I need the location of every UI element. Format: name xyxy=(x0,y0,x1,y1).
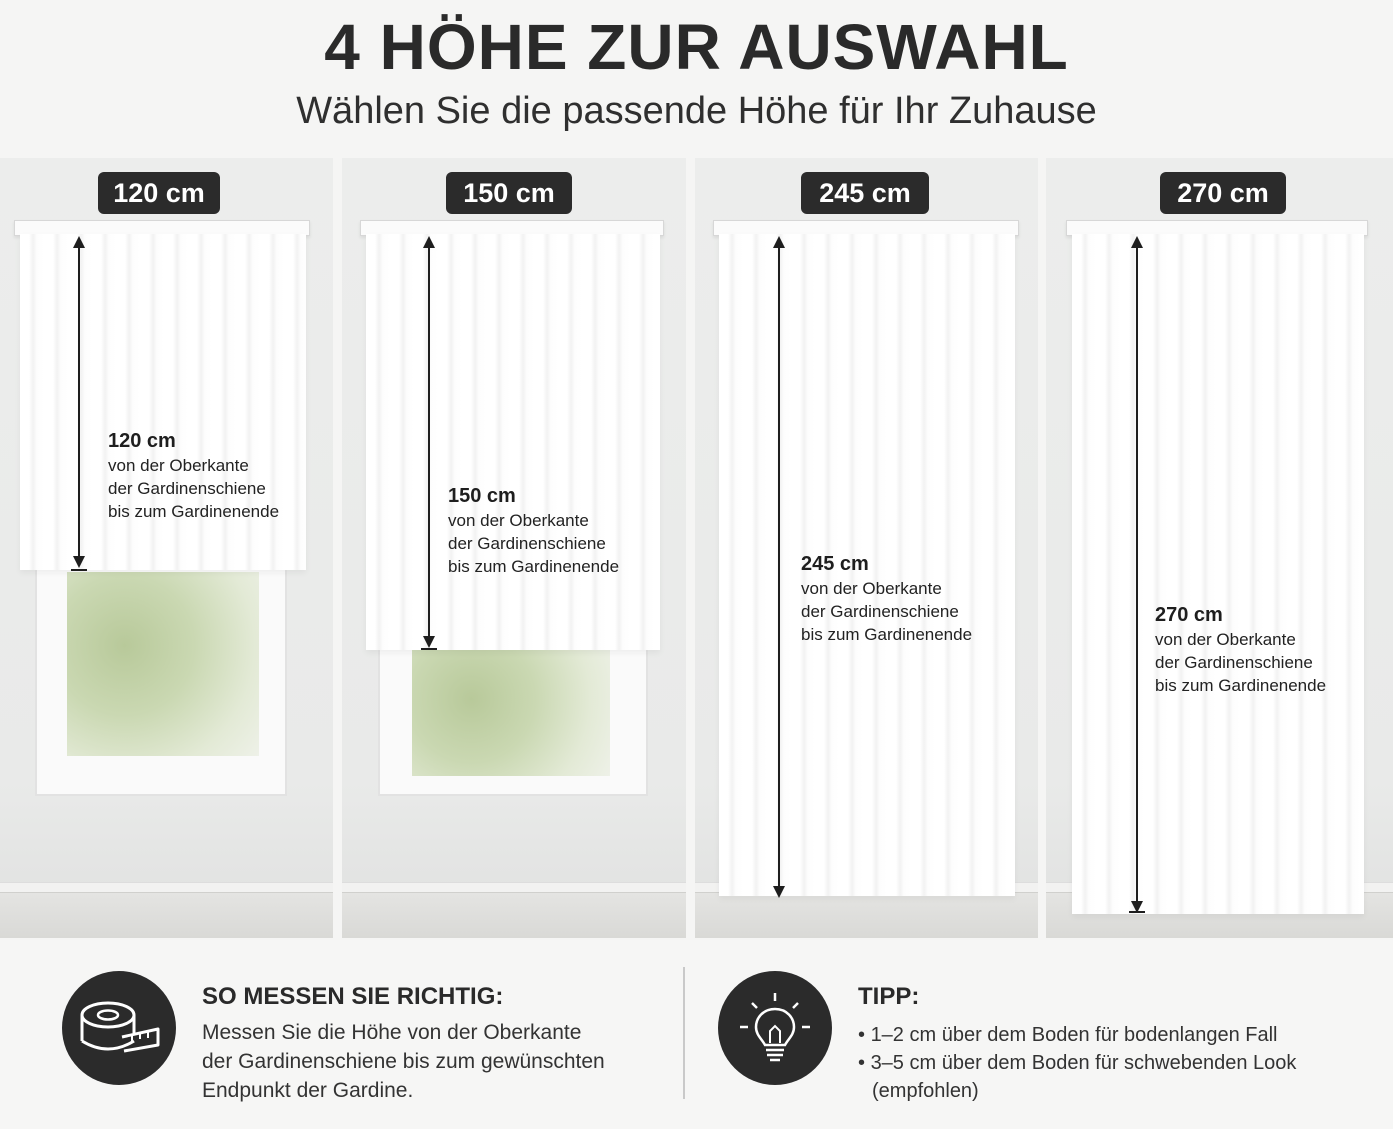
panel-120 xyxy=(0,158,333,938)
measurement-label xyxy=(448,483,619,578)
measurement-text-2: der Gardinenschiene xyxy=(801,602,959,621)
curtain xyxy=(366,234,660,650)
measurement-text-1: von der Oberkante xyxy=(1155,630,1296,649)
measure-line xyxy=(778,246,780,890)
arrow-bottom xyxy=(773,886,785,898)
height-badge: 150 cm xyxy=(446,172,572,214)
page-subtitle: Wählen Sie die passende Höhe für Ihr Zuhause xyxy=(296,90,1097,132)
curtain xyxy=(1072,234,1364,914)
measurement-text-2: der Gardinenschiene xyxy=(108,479,266,498)
measurement-value: 150 cm xyxy=(448,485,516,507)
window-glass xyxy=(412,648,610,776)
height-badge: 245 cm xyxy=(801,172,929,214)
floor xyxy=(342,892,686,938)
measurement-text-2: der Gardinenschiene xyxy=(1155,653,1313,672)
measurement-text-1: von der Oberkante xyxy=(108,456,249,475)
measure-line xyxy=(1136,246,1138,906)
tip-title: TIPP: xyxy=(858,983,920,1010)
skirting xyxy=(0,882,333,892)
measure-text-3: Endpunkt der Gardine. xyxy=(202,1079,414,1102)
height-badge: 120 cm xyxy=(98,172,220,214)
tip-bullet-2: • 3–5 cm über dem Boden für schwebenden Look xyxy=(858,1052,1297,1074)
measurement-value: 270 cm xyxy=(1155,604,1223,626)
measurement-text-1: von der Oberkante xyxy=(448,511,589,530)
panel-245 xyxy=(695,158,1038,938)
measure-text-1: Messen Sie die Höhe von der Oberkante xyxy=(202,1021,582,1044)
divider xyxy=(683,967,685,1099)
measurement-text-3: bis zum Gardinenende xyxy=(801,625,973,644)
info-section xyxy=(0,940,1393,1129)
measurement-text-3: bis zum Gardinenende xyxy=(448,557,620,576)
measurement-text-1: von der Oberkante xyxy=(801,579,942,598)
window-glass xyxy=(67,572,259,756)
floor xyxy=(0,892,333,938)
tip-text xyxy=(858,1021,1296,1105)
tip-bullet-1-text: 1–2 cm über dem Boden für bodenlangen Fall xyxy=(870,1024,1278,1046)
measurement-label xyxy=(1155,602,1326,697)
tip-bullet-2-cont: (empfohlen) xyxy=(872,1080,979,1102)
panel-270 xyxy=(1046,158,1393,938)
measure-title: SO MESSEN SIE RICHTIG: xyxy=(202,983,504,1010)
arrow-bottom xyxy=(423,636,435,648)
lightbulb-icon xyxy=(718,971,832,1085)
measurement-value: 120 cm xyxy=(108,430,176,452)
measure-text-2: der Gardinenschiene bis zum gewünschten xyxy=(202,1050,605,1073)
measure-tick xyxy=(1129,911,1145,913)
measurement-label xyxy=(801,551,972,646)
measure-tick xyxy=(421,648,437,650)
panel-150 xyxy=(342,158,686,938)
measurement-text-3: bis zum Gardinenende xyxy=(108,502,280,521)
tape-measure-icon xyxy=(62,971,176,1085)
measure-tick xyxy=(71,569,87,571)
arrow-bottom xyxy=(73,556,85,568)
measurement-text-2: der Gardinenschiene xyxy=(448,534,606,553)
measurement-label xyxy=(108,428,279,523)
tip-icon-circle xyxy=(718,971,832,1085)
floor xyxy=(695,892,1038,938)
measurement-text-3: bis zum Gardinenende xyxy=(1155,676,1327,695)
measurement-value: 245 cm xyxy=(801,553,869,575)
page-title: 4 HÖHE ZUR AUSWAHL xyxy=(324,11,1069,83)
skirting xyxy=(342,882,686,892)
measure-icon-circle xyxy=(62,971,176,1085)
tip-bullet-1: • 1–2 cm über dem Boden für bodenlangen Fall xyxy=(858,1024,1278,1046)
height-badge: 270 cm xyxy=(1160,172,1286,214)
measure-text xyxy=(202,1018,605,1105)
tip-bullet-2-text: 3–5 cm über dem Boden für schwebenden Look xyxy=(870,1052,1297,1074)
measure-line xyxy=(428,246,430,638)
measure-line xyxy=(78,246,80,560)
